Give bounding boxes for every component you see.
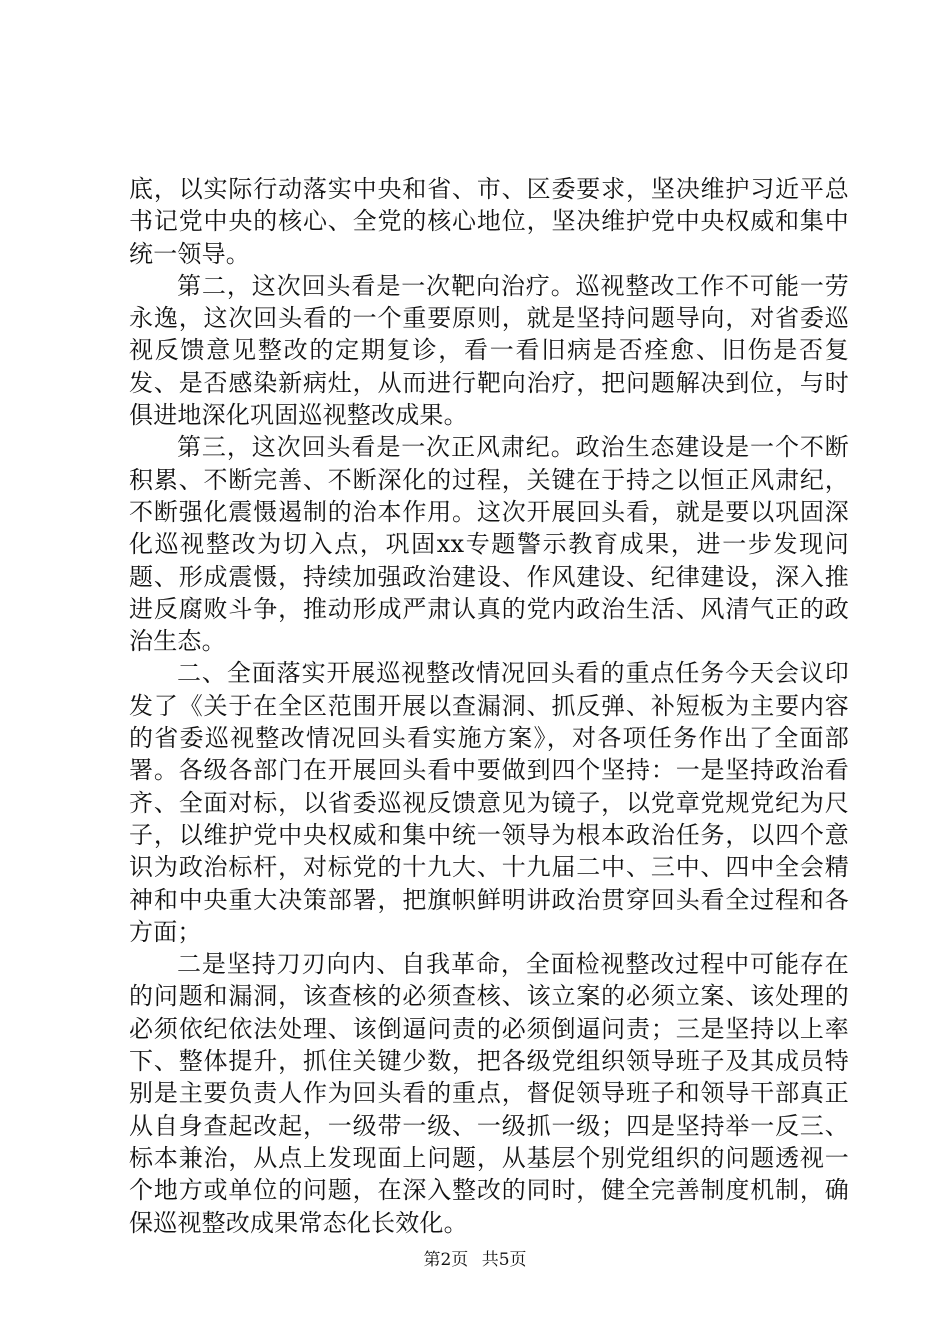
paragraph-four-persistences: 二是坚持刀刃向内、自我革命，全面检视整改过程中可能存在的问题和漏洞，该查核的必须查核、该立案的必须立案、该处理的必须依纪依法处理、该倒逼问责的必须倒逼问责；三是坚持以上率下、整体提升，抓住关键少数，把各级党组织领导班子及其成员特别是主要负责人作为回头看的重点，督促领导班子和领导干部真正从自身查起改起，一级带一级、一级抓一级；四是坚持举一反三、标本兼治，从点上发现面上问题，从基层个别党组织的问题透视一个地方或单位的问题，在深入整改的同时，健全完善制度机制，确保巡视整改成果常态化长效化。 xyxy=(129,950,849,1237)
paragraph-third-point: 第三，这次回头看是一次正风肃纪。政治生态建设是一个不断积累、不断完善、不断深化的过程，关键在于持之以恒正风肃纪，不断强化震慑遏制的治本作用。这次开展回头看，就是要以巩固深化巡视整改为切入点，巩固xx专题警示教育成果，进一步发现问题、形成震慑，持续加强政治建设、作风建设、纪律建设，深入推进反腐败斗争，推动形成严肃认真的党内政治生活、风清气正的政治生态。 xyxy=(129,433,849,656)
page-total: 共5页 xyxy=(481,1250,527,1270)
page-number: 第2页 xyxy=(423,1250,469,1270)
paragraph-second-point: 第二，这次回头看是一次靶向治疗。巡视整改工作不可能一劳永逸，这次回头看的一个重要原则，就是坚持问题导向，对省委巡视反馈意见整改的定期复诊，看一看旧病是否痊愈、旧伤是否复发、是否感染新病灶，从而进行靶向治疗，把问题解决到位，与时俱进地深化巩固巡视整改成果。 xyxy=(129,271,849,430)
document-body xyxy=(129,173,849,1239)
paragraph-section-two: 二、全面落实开展巡视整改情况回头看的重点任务今天会议印发了《关于在全区范围开展以查漏洞、抓反弹、补短板为主要内容的省委巡视整改情况回头看实施方案》，对各项任务作出了全面部署。各级各部门在开展回头看中要做到四个坚持：一是坚持政治看齐、全面对标，以省委巡视反馈意见为镜子，以党章党规党纪为尺子，以维护党中央权威和集中统一领导为根本政治任务，以四个意识为政治标杆，对标党的十九大、十九届二中、三中、四中全会精神和中央重大决策部署，把旗帜鲜明讲政治贯穿回头看全过程和各方面； xyxy=(129,659,849,946)
paragraph-continued: 底，以实际行动落实中央和省、市、区委要求，坚决维护习近平总书记党中央的核心、全党的核心地位，坚决维护党中央权威和集中统一领导。 xyxy=(129,175,849,268)
page-footer xyxy=(0,1245,950,1270)
